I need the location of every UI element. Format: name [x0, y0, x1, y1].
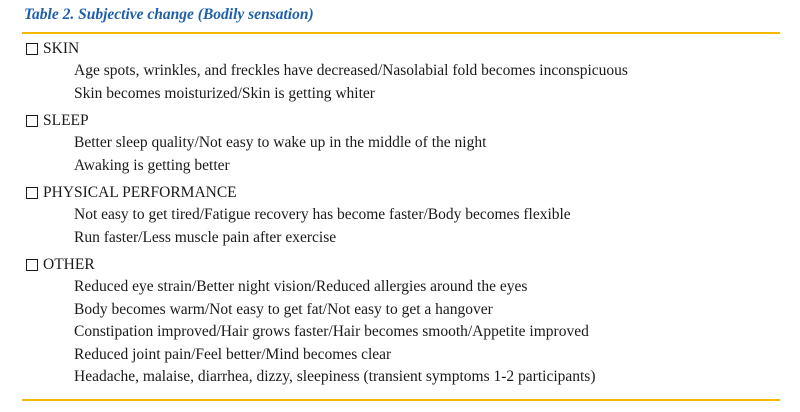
section-skin	[26, 38, 778, 105]
top-rule	[22, 32, 780, 34]
list-item: Awaking is getting better	[74, 156, 230, 174]
list-item: Body becomes warm/Not easy to get fat/Not easy to get a hangover	[74, 300, 493, 318]
section-physical-performance	[26, 182, 778, 249]
checkbox-icon	[26, 259, 38, 271]
section-sleep	[26, 110, 778, 177]
section-heading	[26, 182, 778, 204]
list-item: Not easy to get tired/Fatigue recovery has become faster/Body becomes flexible	[74, 206, 571, 223]
section-heading-label: SLEEP	[43, 112, 89, 129]
list-item: Age spots, wrinkles, and freckles have decreased/Nasolabial fold becomes inconspicuous	[74, 62, 628, 79]
checkbox-icon	[26, 115, 38, 127]
list-item: Skin becomes moisturized/Skin is getting whiter	[74, 84, 375, 102]
list-item: Better sleep quality/Not easy to wake up in the middle of the night	[74, 134, 487, 151]
list-item: Run faster/Less muscle pain after exercise	[74, 228, 337, 246]
sections	[26, 38, 778, 389]
section-heading-label: PHYSICAL PERFORMANCE	[43, 184, 237, 201]
section-heading	[26, 38, 778, 60]
checkbox-icon	[26, 187, 38, 199]
bottom-rule	[22, 399, 780, 401]
checkbox-icon	[26, 43, 38, 55]
table-title: Table 2. Subjective change (Bodily sensation)	[24, 6, 314, 23]
section-heading-label: SKIN	[43, 40, 80, 57]
section-other	[26, 254, 778, 389]
list-item: Headache, malaise, diarrhea, dizzy, sleepiness (transient symptoms 1-2 participants)	[74, 368, 596, 385]
section-heading	[26, 254, 778, 276]
list-item: Reduced eye strain/Better night vision/Reduced allergies around the eyes	[74, 278, 528, 295]
list-item: Reduced joint pain/Feel better/Mind becomes clear	[74, 345, 392, 363]
section-heading	[26, 110, 778, 132]
section-heading-label: OTHER	[43, 256, 95, 273]
list-item: Constipation improved/Hair grows faster/Hair becomes smooth/Appetite improved	[74, 323, 589, 340]
